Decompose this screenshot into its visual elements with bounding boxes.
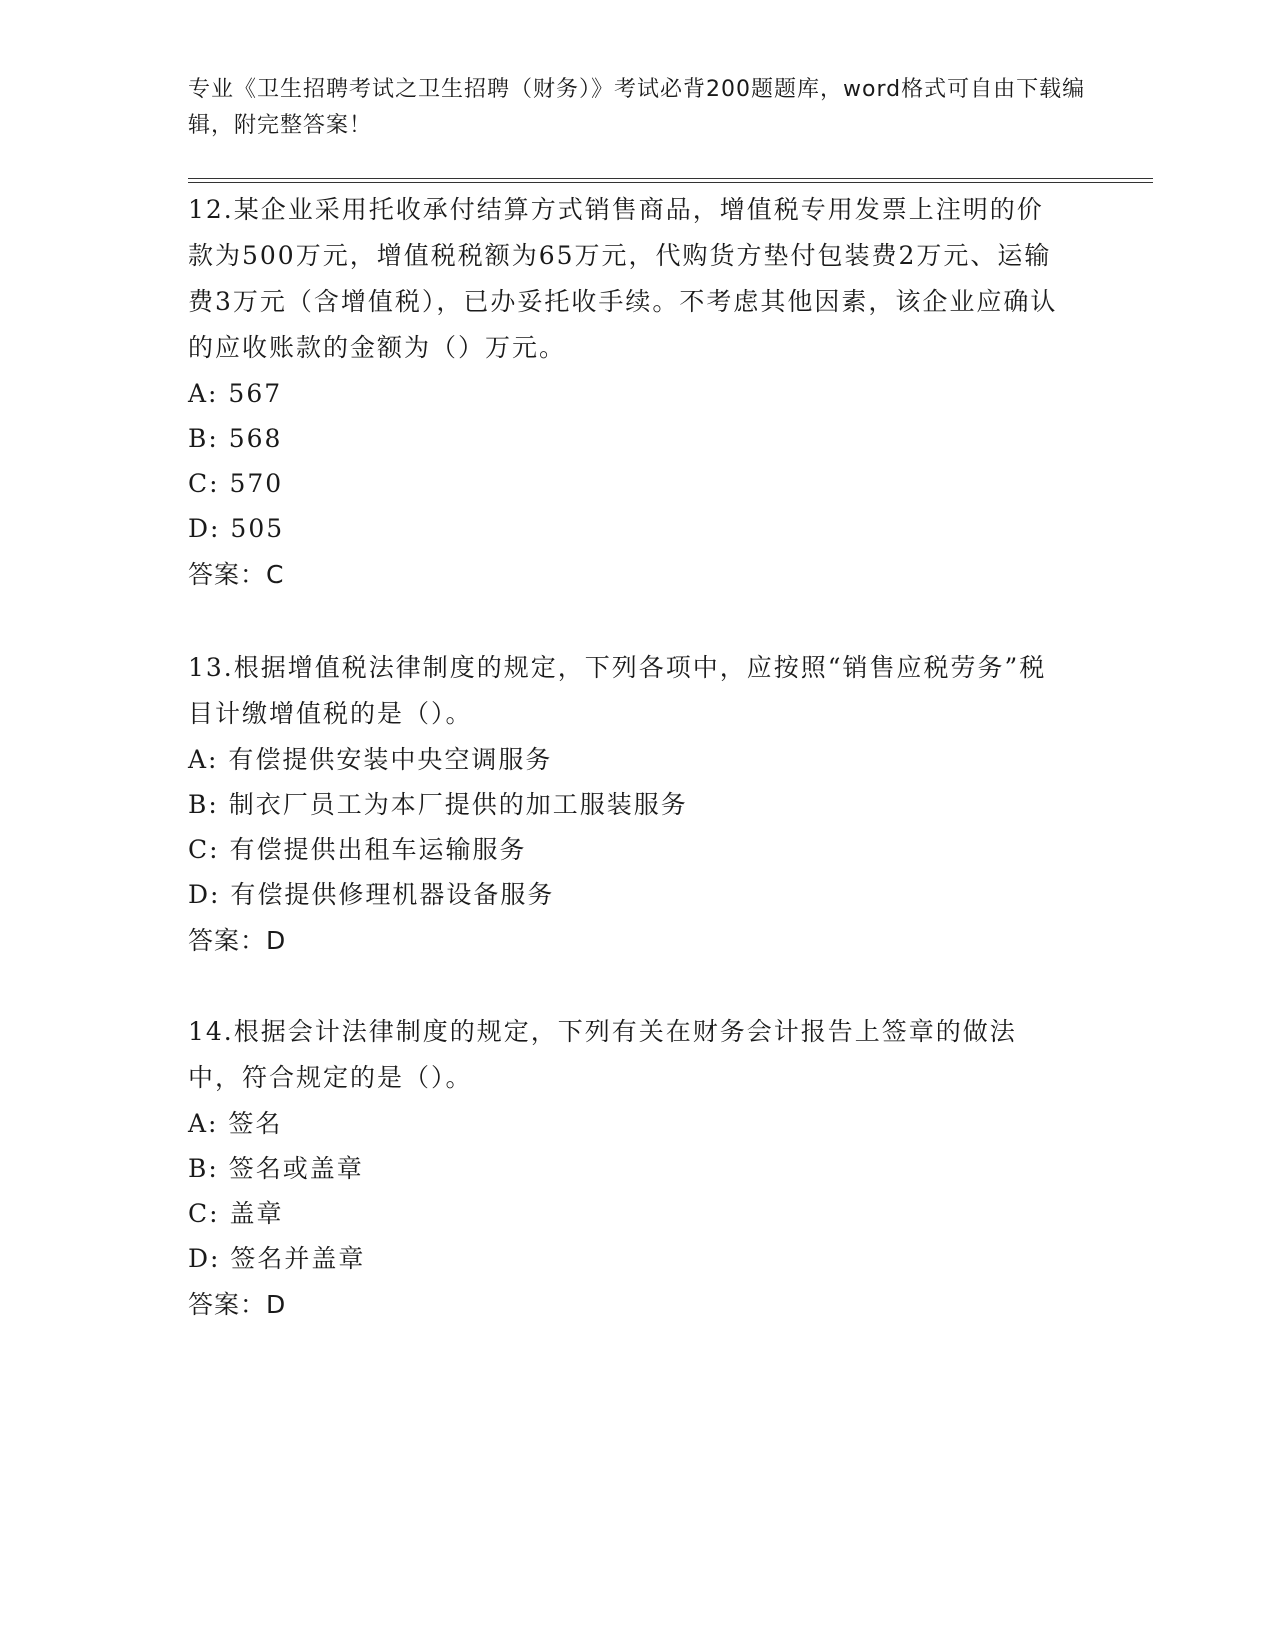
option-a: A: 签名 [188,1109,283,1138]
option-d: D: 签名并盖章 [188,1244,366,1273]
option-a: A: 567 [188,379,283,408]
question-text: 12.某企业采用托收承付结算方式销售商品，增值税专用发票上注明的价款为500万元，增值税税额为65万元，代购货方垫付包装费2万元、运输费3万元（含增值税），已办妥托收手续。不考虑其他因素，该企业应确认的应收账款的金额为（）万元。 [188,195,1058,362]
option-d: D: 有偿提供修理机器设备服务 [188,880,555,909]
option-a: A: 有偿提供安装中央空调服务 [188,745,553,774]
question-text: 14.根据会计法律制度的规定，下列有关在财务会计报告上签章的做法中，符合规定的是（）。 [188,1017,1017,1092]
option-b: B: 签名或盖章 [188,1154,364,1183]
option-d: D: 505 [188,514,285,543]
header-divider-top [188,178,1153,179]
question-13 [188,645,1068,965]
option-c: C: 570 [188,469,284,498]
question-text: 13.根据增值税法律制度的规定，下列各项中，应按照“销售应税劳务”税目计缴增值税的是（）。 [188,653,1047,728]
answer: 答案：C [188,560,285,589]
question-12 [188,187,1068,599]
header-divider-bottom [188,182,1153,183]
question-14 [188,1009,1068,1329]
answer: 答案：D [188,926,287,955]
document-header: 专业《卫生招聘考试之卫生招聘（财务）》考试必背200题题库，word格式可自由下载编辑，附完整答案！ [188,77,1086,138]
option-c: C: 有偿提供出租车运输服务 [188,835,527,864]
option-c: C: 盖章 [188,1199,284,1228]
option-b: B: 制衣厂员工为本厂提供的加工服装服务 [188,790,688,819]
answer: 答案：D [188,1290,287,1319]
option-b: B: 568 [188,424,283,453]
